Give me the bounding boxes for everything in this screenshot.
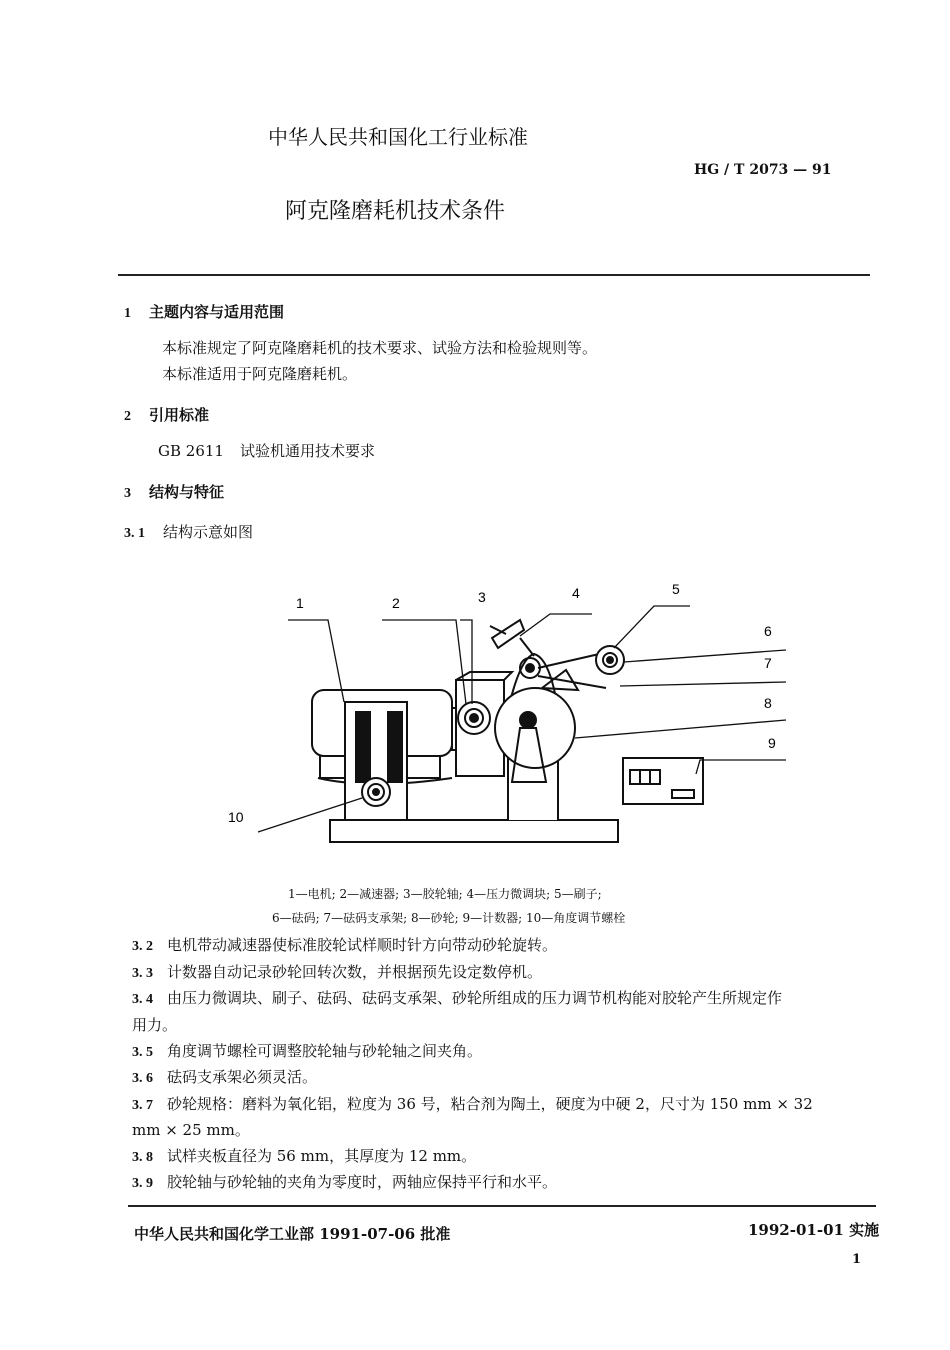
callout-2: 2 — [392, 595, 400, 611]
section-2-heading: 2 引用标准 — [124, 406, 210, 424]
clause-3-9: 3. 9 胶轮轴与砂轮轴的夹角为零度时，两轴应保持平行和水平。 — [132, 1173, 558, 1191]
clause-3-2: 3. 2 电机带动减速器使标准胶轮试样顺时针方向带动砂轮旋转。 — [132, 936, 558, 954]
callout-6: 6 — [764, 623, 772, 639]
callout-8: 8 — [764, 695, 772, 711]
section-1-para-1: 本标准规定了阿克隆磨耗机的技术要求、试验方法和检验规则等。 — [162, 339, 598, 357]
clause-3-3: 3. 3 计数器自动记录砂轮回转次数，并根据预先设定数停机。 — [132, 963, 543, 981]
clause-3-8: 3. 8 试样夹板直径为 56 mm，其厚度为 12 mm。 — [132, 1147, 477, 1165]
figure-caption-line-1: 1—电机; 2—减速器; 3—胶轮轴; 4—压力微调块; 5—刷子; — [288, 887, 602, 901]
callout-9: 9 — [768, 735, 776, 751]
effective-date: 1992-01-01 实施 — [748, 1221, 880, 1239]
section-3-heading: 3 结构与特征 — [124, 483, 225, 501]
standard-code: HG / T 2073 — 91 — [694, 162, 832, 178]
callout-5: 5 — [672, 581, 680, 597]
clause-3-7-continued: mm × 25 mm。 — [132, 1121, 250, 1139]
header-rule — [118, 274, 870, 276]
pressure-block — [492, 620, 524, 648]
clause-3-4: 3. 4 由压力微调块、刷子、砝码、砝码支承架、砂轮所组成的压力调节机构能对胶轮产生所规定作 — [132, 989, 783, 1007]
callout-10: 10 — [228, 809, 244, 825]
section-3-1: 3. 1 结构示意如图 — [124, 523, 254, 541]
section-1-heading: 1 主题内容与适用范围 — [124, 303, 285, 321]
callout-1: 1 — [296, 595, 304, 611]
callout-4: 4 — [572, 585, 580, 601]
footer-rule — [128, 1205, 876, 1207]
base-plate — [330, 820, 618, 842]
clause-3-6: 3. 6 砝码支承架必须灵活。 — [132, 1068, 318, 1086]
document-title: 阿克隆磨耗机技术条件 — [285, 199, 506, 224]
figure-caption-line-2: 6—砝码; 7—砝码支承架; 8—砂轮; 9—计数器; 10—角度调节螺栓 — [272, 911, 626, 925]
callout-3: 3 — [478, 589, 486, 605]
callout-7: 7 — [764, 655, 772, 671]
clause-3-7: 3. 7 砂轮规格：磨料为氧化铝，粒度为 36 号，粘合剂为陶土，硬度为中硬 2，尺寸为 150 mm × 32 — [132, 1095, 813, 1113]
clause-3-4-continued: 用力。 — [132, 1016, 178, 1034]
machine-structure-diagram — [220, 578, 800, 863]
page-number: 1 — [852, 1252, 862, 1267]
org-standard-title: 中华人民共和国化工行业标准 — [268, 125, 528, 149]
clause-3-5: 3. 5 角度调节螺栓可调整胶轮轴与砂轮轴之间夹角。 — [132, 1042, 483, 1060]
approval-line: 中华人民共和国化学工业部 1991-07-06 批准 — [134, 1225, 451, 1243]
section-1-para-2: 本标准适用于阿克隆磨耗机。 — [162, 365, 358, 383]
section-2-reference: GB 2611 试验机通用技术要求 — [158, 442, 375, 460]
